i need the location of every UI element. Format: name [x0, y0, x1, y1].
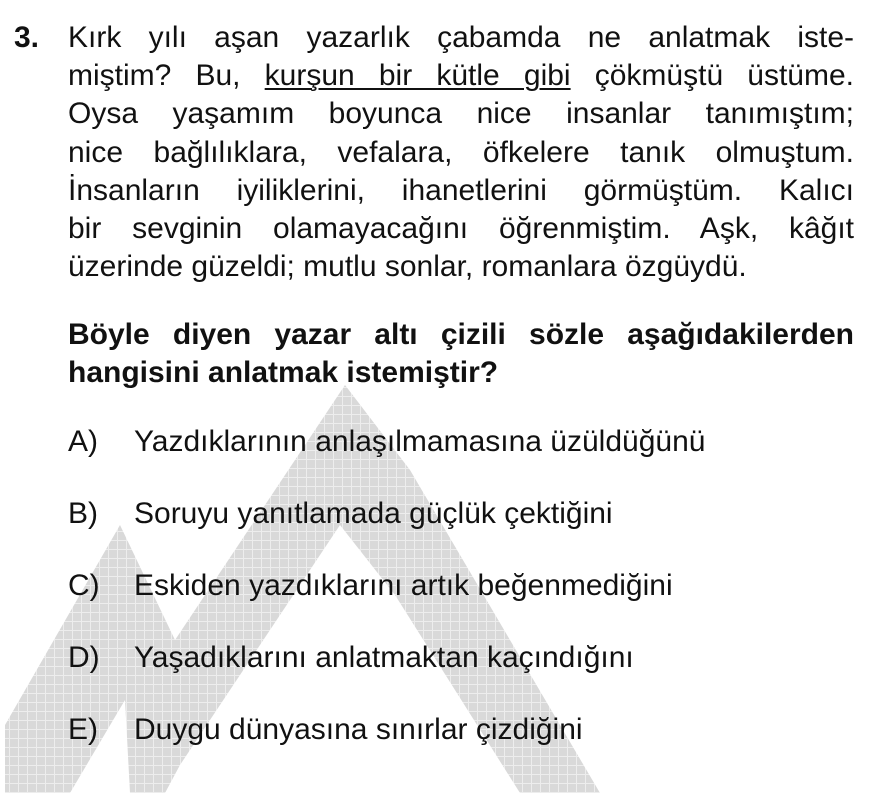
passage-line: İnsanların iyiliklerini, ihanetlerini görmüştüm. Kalıcı — [68, 173, 854, 207]
passage-line: nice bağlılıklara, vefalara, öfkelere tanık olmuştum. — [68, 135, 854, 169]
option-letter: E) — [68, 713, 98, 746]
option-text: Soruyu yanıtlamada güçlük çektiğini — [134, 497, 613, 530]
option-c[interactable] — [68, 566, 673, 606]
question-passage — [68, 19, 854, 286]
passage-line: Kırk yılı aşan yazarlık çabamda ne anlatmak iste- — [68, 21, 854, 54]
option-e[interactable] — [68, 710, 583, 750]
passage-text: miştim? Bu, — [68, 59, 265, 93]
stem-line: Böyle diyen yazar altı çizili sözle aşağıdakilerden — [68, 318, 854, 351]
passage-text: çökmüştü üstüme. — [570, 59, 854, 93]
option-text: Duygu dünyasına sınırlar çizdiğini — [134, 713, 583, 746]
option-letter: B) — [68, 497, 98, 530]
option-letter: A) — [68, 425, 98, 458]
option-b[interactable] — [68, 494, 613, 534]
passage-line: bir sevginin olamayacağını öğrenmiştim. Aşk, kâğıt — [68, 211, 854, 245]
option-text: Yazdıklarının anlaşılmamasına üzüldüğünü — [134, 425, 706, 458]
option-letter: C) — [68, 569, 100, 602]
underlined-phrase: kurşun bir kütle gibi — [264, 59, 571, 93]
stem-line: hangisini anlatmak istemiştir? — [68, 356, 499, 390]
passage-line: üzerinde güzeldi; mutlu sonlar, romanlara özgüydü. — [68, 250, 747, 284]
option-letter: D) — [68, 641, 100, 674]
option-a[interactable] — [68, 422, 705, 462]
question-number: 3. — [14, 21, 40, 54]
option-text: Yaşadıklarını anlatmaktan kaçındığını — [134, 641, 634, 674]
option-d[interactable] — [68, 638, 634, 678]
passage-line — [68, 57, 854, 95]
passage-line: Oysa yaşamım boyunca nice insanlar tanımıştım; — [68, 97, 854, 131]
option-text: Eskiden yazdıklarını artık beğenmediğini — [134, 569, 673, 602]
question-stem — [68, 316, 854, 392]
